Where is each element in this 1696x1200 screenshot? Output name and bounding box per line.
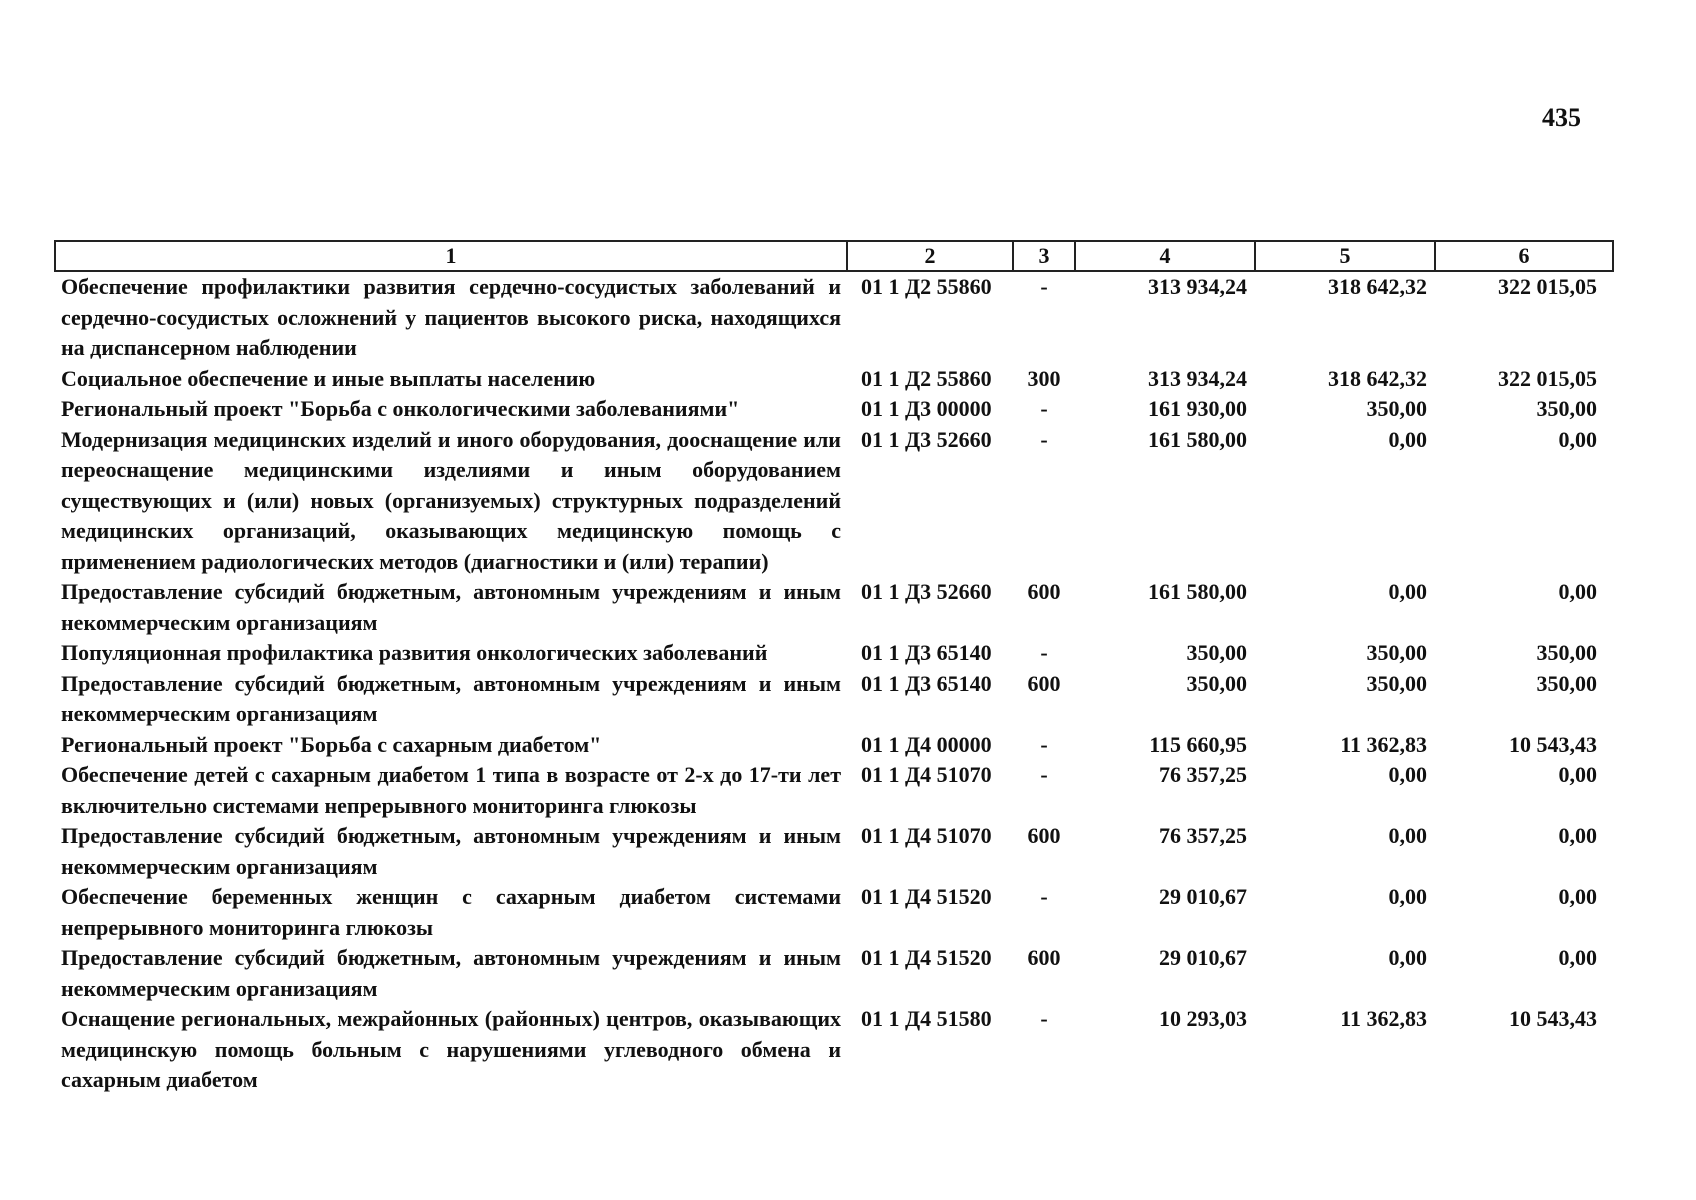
- row-name: Обеспечение беременных женщин с сахарным диабетом системами непрерывного мониторинга глюкозы: [61, 884, 841, 940]
- page-number: 435: [1542, 103, 1581, 132]
- column-header-5: 5: [1255, 241, 1435, 271]
- row-code: 01 1 Д3 52660: [861, 426, 992, 452]
- row-name: Предоставление субсидий бюджетным, автономным учреждениям и иным некоммерческим организациям: [61, 945, 841, 1001]
- row-name: Обеспечение профилактики развития сердечно-сосудистых заболеваний и сердечно-сосудистых осложнений у пациентов высокого риска, находящихся на диспансерном наблюдении: [61, 274, 841, 360]
- row-name: Социальное обеспечение и иные выплаты населению: [61, 365, 596, 391]
- row-type: 600: [1027, 823, 1061, 848]
- row-value-col4: 313 934,24: [1148, 274, 1247, 299]
- row-type: -: [1040, 640, 1048, 665]
- row-code: 01 1 Д4 00000: [861, 731, 992, 757]
- row-code: 01 1 Д3 65140: [861, 640, 992, 665]
- row-name: Региональный проект "Борьба с онкологическими заболеваниями": [61, 396, 740, 421]
- row-value-col4: 29 010,67: [1159, 945, 1247, 970]
- table-row: [55, 882, 1613, 943]
- row-value-col6: 0,00: [1558, 762, 1597, 787]
- table-row: [55, 669, 1613, 730]
- budget-table: [54, 240, 1614, 1096]
- row-code: 01 1 Д3 52660: [861, 579, 992, 604]
- row-value-col4: 29 010,67: [1159, 884, 1247, 909]
- row-code: 01 1 Д4 51070: [861, 823, 992, 848]
- row-value-col6: 350,00: [1536, 640, 1597, 665]
- column-header-6: 6: [1435, 241, 1613, 271]
- row-value-col6: 0,00: [1558, 823, 1597, 848]
- row-type: 300: [1027, 365, 1061, 391]
- column-header-1: 1: [55, 241, 847, 271]
- row-type: -: [1040, 1006, 1048, 1031]
- row-value-col6: 10 543,43: [1509, 1006, 1597, 1031]
- table-row: [55, 638, 1613, 669]
- row-value-col5: 318 642,32: [1328, 365, 1427, 391]
- row-value-col5: 318 642,32: [1328, 274, 1427, 299]
- column-header-4: 4: [1075, 241, 1255, 271]
- column-header-2: 2: [847, 241, 1013, 271]
- header-row: [55, 241, 1613, 271]
- row-code: 01 1 Д4 51520: [861, 945, 992, 970]
- row-value-col4: 115 660,95: [1149, 731, 1247, 757]
- row-value-col6: 322 015,05: [1498, 274, 1597, 299]
- row-value-col5: 0,00: [1388, 945, 1427, 970]
- row-type: -: [1040, 884, 1048, 909]
- table-row: [55, 394, 1613, 425]
- row-value-col6: 350,00: [1536, 396, 1597, 421]
- row-name: Предоставление субсидий бюджетным, автономным учреждениям и иным некоммерческим организациям: [61, 670, 841, 726]
- row-value-col5: 0,00: [1388, 579, 1427, 604]
- row-name: Предоставление субсидий бюджетным, автономным учреждениям и иным некоммерческим организациям: [61, 823, 841, 879]
- row-name: Оснащение региональных, межрайонных (районных) центров, оказывающих медицинскую помощь больным с нарушениями углеводного обмена и сахарным диабетом: [61, 1006, 841, 1092]
- table-row: [55, 364, 1613, 395]
- table-row: [55, 425, 1613, 578]
- row-value-col6: 0,00: [1558, 579, 1597, 604]
- row-value-col5: 0,00: [1388, 762, 1427, 787]
- row-name: Модернизация медицинских изделий и иного оборудования, дооснащение или переоснащение медицинскими изделиями и иным оборудованием существующих и (или) новых (организуемых) структурных подразделений медицинских организаций, оказывающих медицинскую помощь с применением радиологических методов (диагностики и (или) терапии): [61, 426, 841, 574]
- row-name: Популяционная профилактика развития онкологических заболеваний: [61, 640, 768, 665]
- table-body: [55, 271, 1613, 1096]
- row-value-col6: 0,00: [1558, 945, 1597, 970]
- row-value-col4: 76 357,25: [1159, 762, 1247, 787]
- row-value-col5: 350,00: [1366, 396, 1427, 421]
- table-row: [55, 577, 1613, 638]
- table-row: [55, 821, 1613, 882]
- row-value-col6: 10 543,43: [1509, 731, 1597, 757]
- row-value-col4: 161 930,00: [1148, 396, 1247, 421]
- row-value-col5: 11 362,83: [1340, 1006, 1427, 1031]
- row-value-col5: 0,00: [1388, 426, 1427, 452]
- row-code: 01 1 Д3 00000: [861, 396, 992, 421]
- row-value-col6: 322 015,05: [1498, 365, 1597, 391]
- row-name: Предоставление субсидий бюджетным, автономным учреждениям и иным некоммерческим организациям: [61, 579, 841, 635]
- row-value-col4: 161 580,00: [1148, 579, 1247, 604]
- table-row: [55, 943, 1613, 1004]
- row-type: -: [1040, 426, 1048, 452]
- row-value-col5: 0,00: [1388, 884, 1427, 909]
- row-type: 600: [1027, 579, 1061, 604]
- table-row: [55, 760, 1613, 821]
- row-value-col4: 161 580,00: [1148, 426, 1247, 452]
- row-code: 01 1 Д2 55860: [861, 274, 992, 299]
- row-value-col4: 313 934,24: [1148, 365, 1247, 391]
- row-code: 01 1 Д2 55860: [861, 365, 992, 391]
- row-value-col4: 350,00: [1186, 670, 1247, 696]
- table-row: [55, 271, 1613, 364]
- row-code: 01 1 Д4 51070: [861, 762, 992, 787]
- row-code: 01 1 Д3 65140: [861, 670, 992, 696]
- table-row: [55, 1004, 1613, 1096]
- row-value-col6: 350,00: [1536, 670, 1597, 696]
- column-header-3: 3: [1013, 241, 1075, 271]
- row-type: -: [1040, 731, 1048, 757]
- row-type: -: [1040, 762, 1048, 787]
- row-code: 01 1 Д4 51520: [861, 884, 992, 909]
- row-type: 600: [1027, 670, 1061, 696]
- row-value-col6: 0,00: [1558, 426, 1597, 452]
- row-value-col5: 350,00: [1366, 670, 1427, 696]
- row-value-col4: 10 293,03: [1159, 1006, 1247, 1031]
- row-name: Региональный проект "Борьба с сахарным диабетом": [61, 731, 602, 757]
- row-value-col4: 76 357,25: [1159, 823, 1247, 848]
- row-value-col5: 11 362,83: [1340, 731, 1427, 757]
- row-type: -: [1040, 396, 1048, 421]
- row-value-col4: 350,00: [1186, 640, 1247, 665]
- row-code: 01 1 Д4 51580: [861, 1006, 992, 1031]
- row-type: 600: [1027, 945, 1061, 970]
- row-value-col5: 350,00: [1366, 640, 1427, 665]
- row-name: Обеспечение детей с сахарным диабетом 1 типа в возрасте от 2-х до 17-ти лет включительно системами непрерывного мониторинга глюкозы: [61, 762, 841, 818]
- row-type: -: [1040, 274, 1048, 299]
- row-value-col5: 0,00: [1388, 823, 1427, 848]
- table-header: [55, 241, 1613, 271]
- row-value-col6: 0,00: [1558, 884, 1597, 909]
- table-row: [55, 730, 1613, 761]
